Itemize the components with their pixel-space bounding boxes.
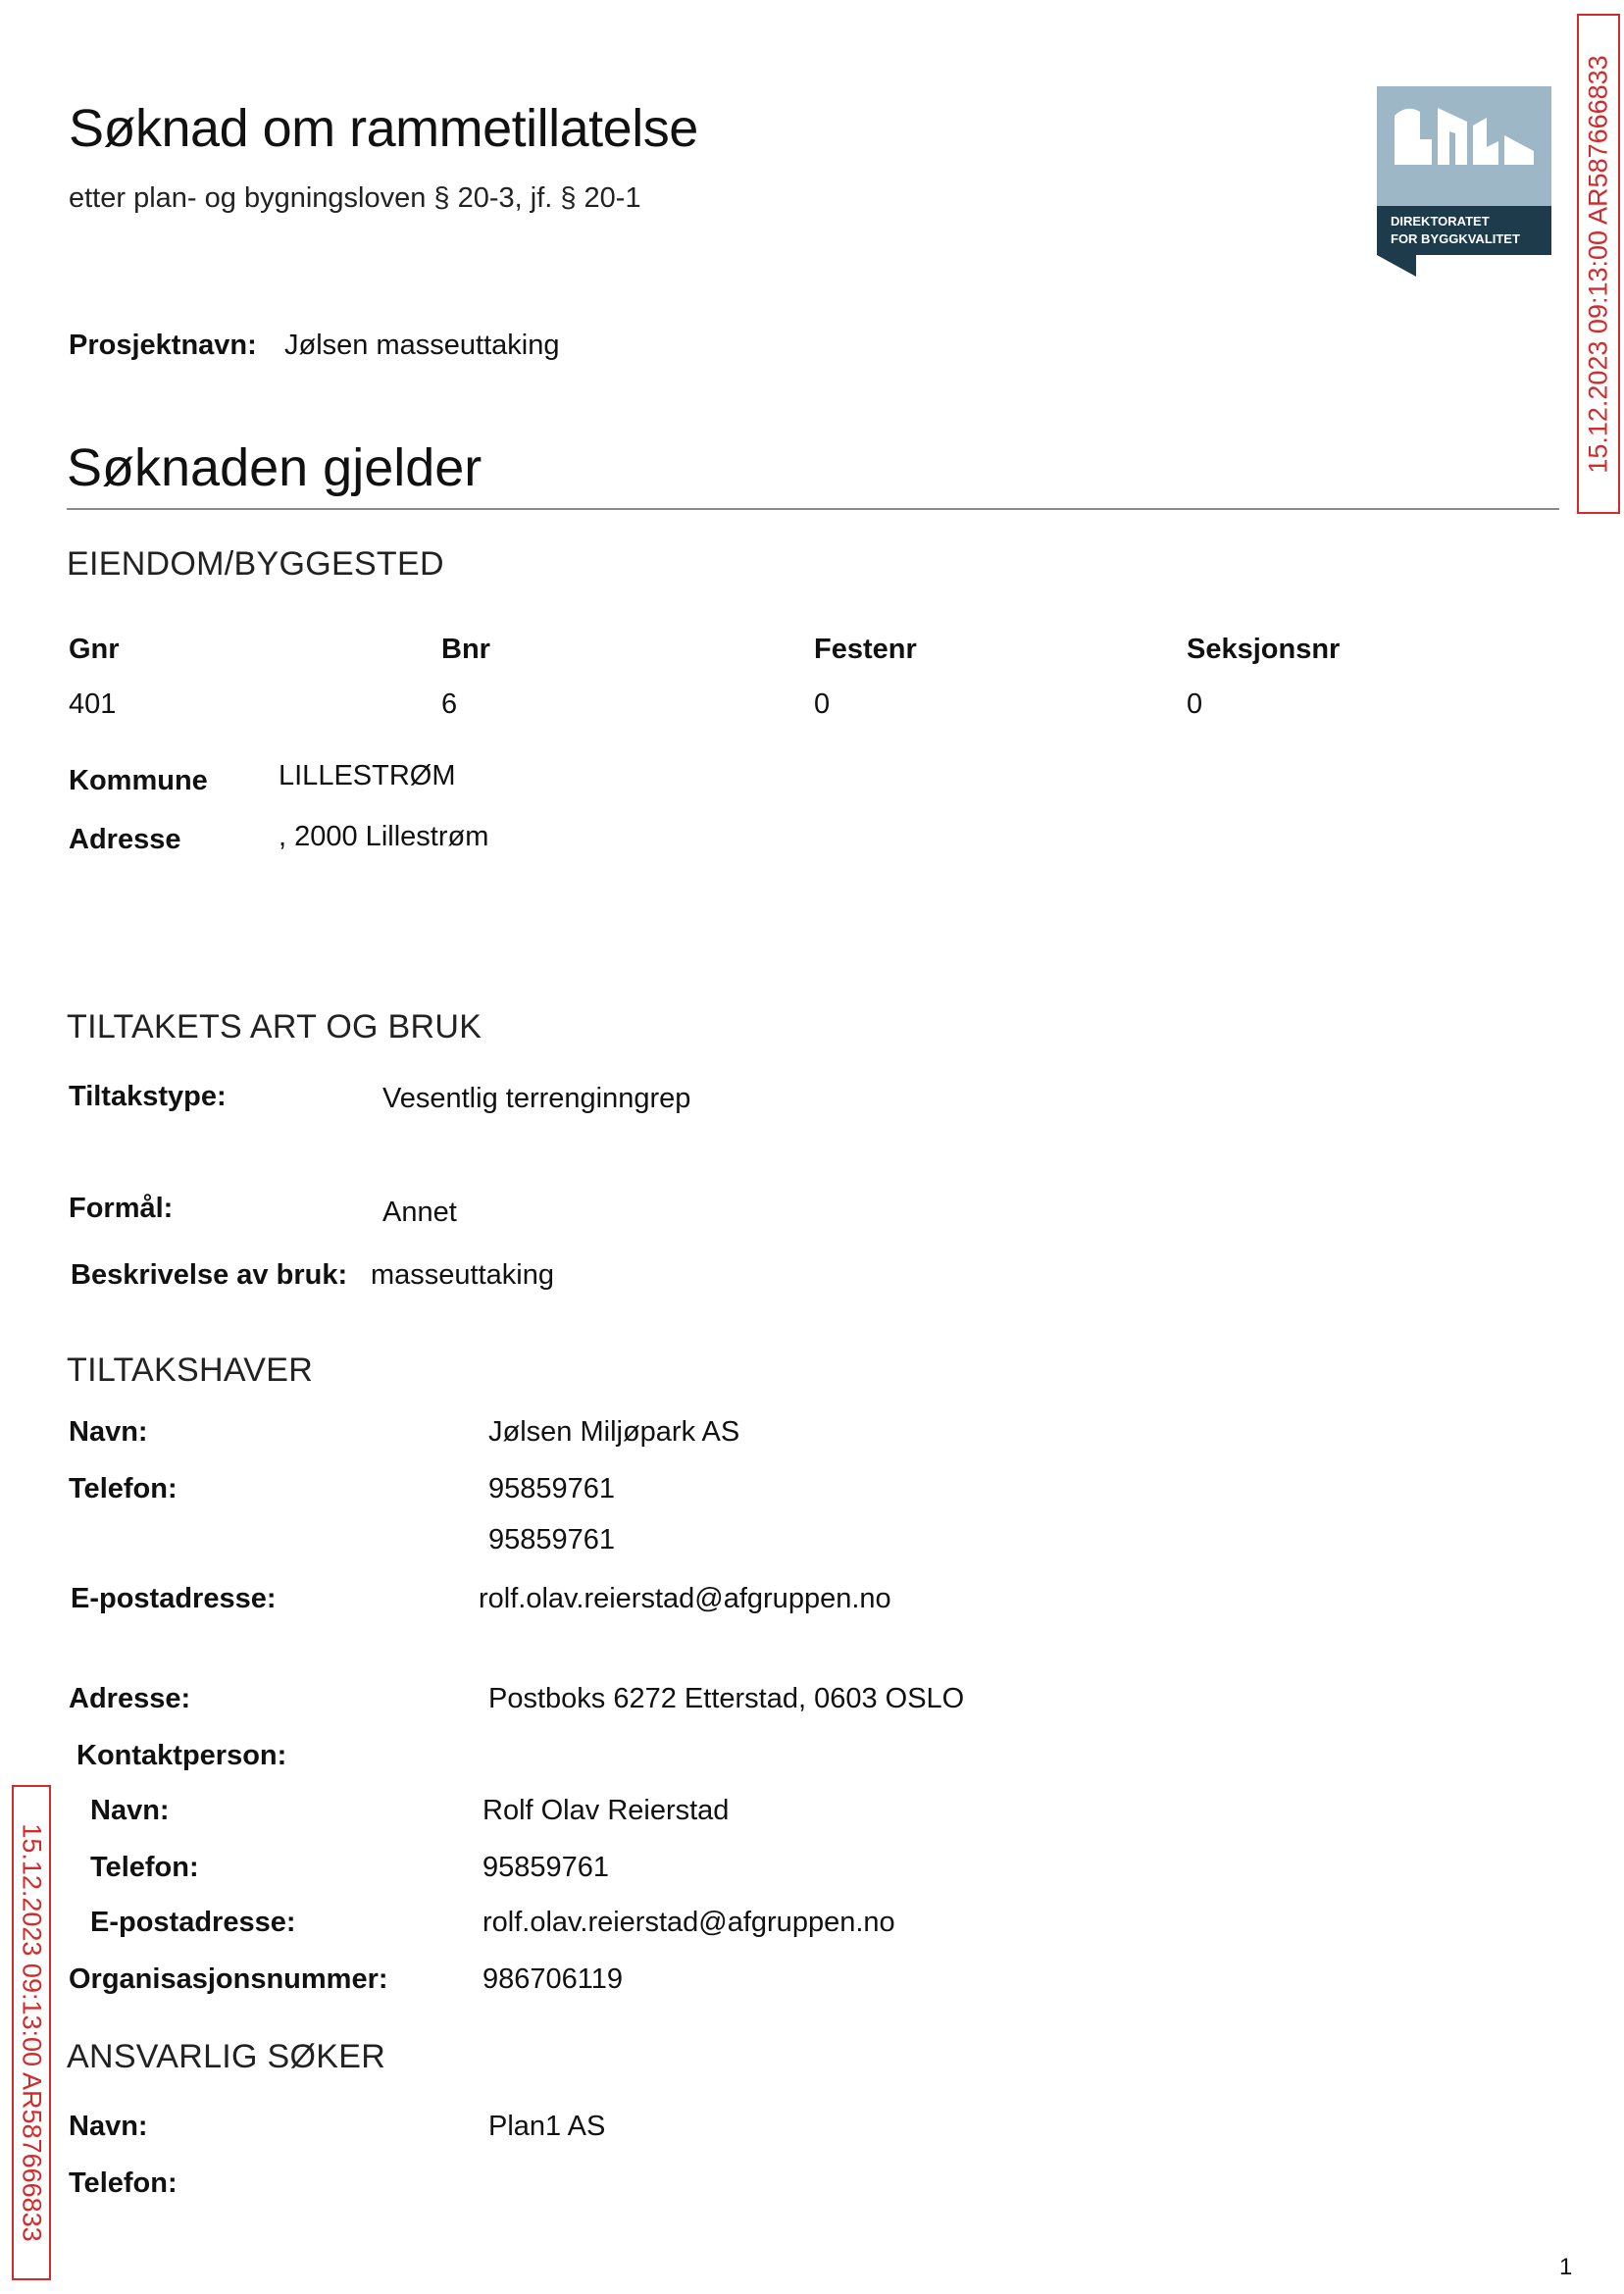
tiltakshaver-telefon-value-1: 95859761 <box>488 1473 616 1504</box>
tiltak-heading: TILTAKETS ART OG BRUK <box>67 1008 482 1045</box>
adresse-value: , 2000 Lillestrøm <box>279 821 489 852</box>
kontakt-epost-value: rolf.olav.reierstad@afgruppen.no <box>482 1907 895 1938</box>
kontakt-navn-value: Rolf Olav Reierstad <box>482 1795 730 1826</box>
kommune-value: LILLESTRØM <box>279 760 456 791</box>
kontakt-navn-label: Navn: <box>90 1795 170 1826</box>
tiltakshaver-navn-value: Jølsen Miljøpark AS <box>488 1416 740 1448</box>
logo-text-line1: DIREKTORATET <box>1391 214 1490 229</box>
kontakt-telefon-value: 95859761 <box>482 1852 610 1883</box>
property-heading: EIENDOM/BYGGESTED <box>67 545 444 583</box>
seksjonsnr-label: Seksjonsnr <box>1187 634 1341 665</box>
project-name-label: Prosjektnavn: <box>69 330 257 361</box>
section-divider <box>67 508 1559 510</box>
document-title: Søknad om rammetillatelse <box>69 99 698 158</box>
kontaktperson-label: Kontaktperson: <box>76 1740 287 1771</box>
orgnr-label: Organisasjonsnummer: <box>69 1963 388 1995</box>
section-title: Søknaden gjelder <box>67 438 482 497</box>
kontakt-telefon-label: Telefon: <box>90 1852 199 1883</box>
bruk-value: masseuttaking <box>371 1259 554 1291</box>
document-subtitle: etter plan- og bygningsloven § 20-3, jf. § 20-1 <box>69 182 641 214</box>
formal-value: Annet <box>382 1197 457 1228</box>
adresse-label: Adresse <box>69 824 181 855</box>
logo-text-line2: FOR BYGGKVALITET <box>1391 231 1520 246</box>
festenr-label: Festenr <box>814 634 917 665</box>
tiltakshaver-navn-label: Navn: <box>69 1416 148 1448</box>
tiltakstype-label: Tiltakstype: <box>69 1081 227 1112</box>
gnr-value: 401 <box>69 688 117 720</box>
tiltakshaver-telefon-label: Telefon: <box>69 1473 178 1504</box>
stamp-text: 15.12.2023 09:13:00 AR587666833 <box>1583 54 1613 474</box>
gnr-label: Gnr <box>69 634 120 665</box>
bnr-label: Bnr <box>441 634 490 665</box>
ansvarlig-heading: ANSVARLIG SØKER <box>67 2038 386 2075</box>
dibk-logo <box>1377 86 1551 277</box>
tiltakshaver-adresse-value: Postboks 6272 Etterstad, 0603 OSLO <box>488 1683 965 1714</box>
kommune-label: Kommune <box>69 765 208 796</box>
kontakt-epost-label: E-postadresse: <box>90 1907 296 1938</box>
ansvarlig-navn-label: Navn: <box>69 2111 148 2142</box>
festenr-value: 0 <box>814 688 831 720</box>
bruk-label: Beskrivelse av bruk: <box>71 1259 348 1291</box>
formal-label: Formål: <box>69 1193 174 1224</box>
timestamp-stamp-right <box>1577 14 1620 514</box>
orgnr-value: 986706119 <box>482 1963 624 1995</box>
tiltakshaver-adresse-label: Adresse: <box>69 1683 191 1714</box>
stamp-text: 15.12.2023 09:13:00 AR587666833 <box>17 1823 47 2242</box>
ansvarlig-telefon-label: Telefon: <box>69 2167 178 2199</box>
tiltakstype-value: Vesentlig terrenginngrep <box>382 1083 691 1114</box>
ansvarlig-navn-value: Plan1 AS <box>488 2111 606 2142</box>
building-logo-icon <box>1377 86 1551 277</box>
tiltakshaver-epost-label: E-postadresse: <box>71 1583 277 1614</box>
page-number: 1 <box>1559 2254 1573 2280</box>
tiltakshaver-epost-value: rolf.olav.reierstad@afgruppen.no <box>479 1583 891 1614</box>
seksjonsnr-value: 0 <box>1187 688 1203 720</box>
timestamp-stamp-left <box>12 1785 51 2280</box>
bnr-value: 6 <box>441 688 458 720</box>
tiltakshaver-heading: TILTAKSHAVER <box>67 1351 314 1389</box>
project-name-value: Jølsen masseuttaking <box>284 330 560 361</box>
tiltakshaver-telefon-value-2: 95859761 <box>488 1524 616 1555</box>
